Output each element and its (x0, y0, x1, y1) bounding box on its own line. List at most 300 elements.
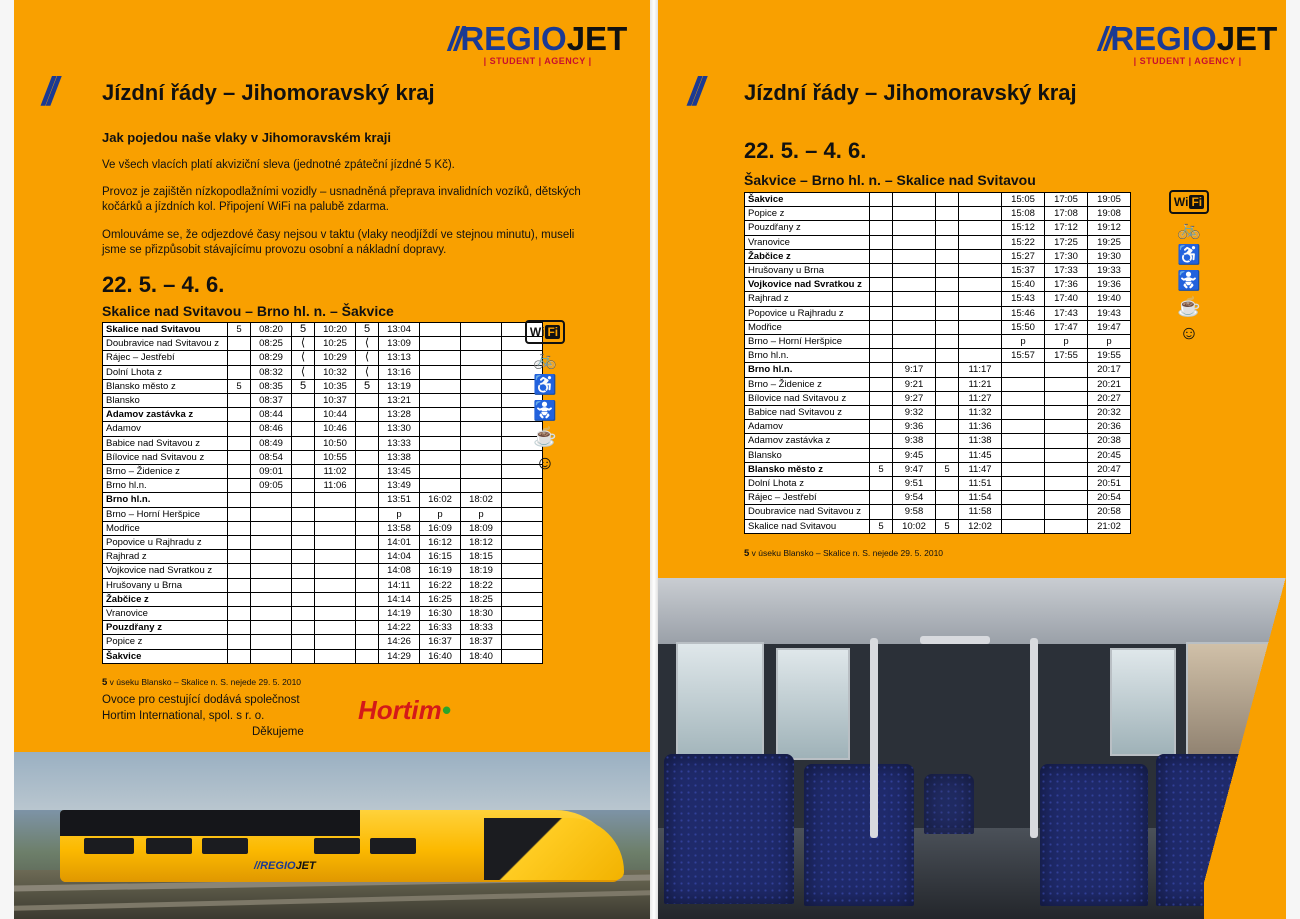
timetable-cell (461, 323, 502, 337)
timetable-cell: 08:37 (251, 394, 292, 408)
timetable-cell: 19:25 (1088, 235, 1131, 249)
table-row (745, 320, 1131, 334)
timetable-cell (893, 306, 936, 320)
table-row (745, 207, 1131, 221)
timetable-cell (959, 207, 1002, 221)
smiley-icon-right: ☺ (1179, 323, 1199, 344)
timetable-cell (936, 193, 959, 207)
timetable-cell: 16:30 (420, 607, 461, 621)
timetable-cell: 18:40 (461, 649, 502, 663)
timetable-cell (893, 320, 936, 334)
timetable-cell: 20:27 (1088, 391, 1131, 405)
timetable-cell (228, 578, 251, 592)
station-name: Brno hl.n. (103, 493, 228, 507)
timetable-cell: 18:19 (461, 564, 502, 578)
timetable-cell (420, 408, 461, 422)
timetable-cell (292, 436, 315, 450)
seat (664, 754, 794, 904)
timetable-cell (315, 521, 356, 535)
station-name: Babice nad Svitavou z (745, 406, 870, 420)
timetable-cell (228, 621, 251, 635)
timetable-cell (251, 592, 292, 606)
timetable-cell (251, 507, 292, 521)
table-row (745, 292, 1131, 306)
timetable-cell (893, 207, 936, 221)
timetable-cell: 9:58 (893, 505, 936, 519)
table-row (103, 507, 543, 521)
timetable-cell: 9:38 (893, 434, 936, 448)
timetable-cell: 13:13 (379, 351, 420, 365)
timetable-cell (870, 193, 893, 207)
stroller-icon-right: 🚼 (1177, 271, 1201, 292)
timetable-cell (292, 649, 315, 663)
timetable-cell (870, 221, 893, 235)
coffee-icon: ☕ (533, 427, 557, 448)
timetable-cell (292, 578, 315, 592)
station-name: Vojkovice nad Svratkou z (745, 278, 870, 292)
logo-regio-right: REGIO (1110, 20, 1217, 57)
timetable-cell: 9:54 (893, 491, 936, 505)
timetable-cell (936, 363, 959, 377)
timetable-cell: 18:12 (461, 536, 502, 550)
timetable-cell (228, 564, 251, 578)
grab-pole (1030, 638, 1038, 838)
timetable-cell: 19:30 (1088, 249, 1131, 263)
timetable-cell (251, 536, 292, 550)
timetable-cell (356, 465, 379, 479)
timetable-cell: 19:05 (1088, 193, 1131, 207)
timetable-cell (251, 493, 292, 507)
timetable-cell (228, 635, 251, 649)
timetable-cell (959, 306, 1002, 320)
timetable-cell: 11:02 (315, 465, 356, 479)
timetable-cell (461, 450, 502, 464)
timetable-cell: 20:17 (1088, 363, 1131, 377)
timetable-cell (228, 536, 251, 550)
timetable-cell (1002, 377, 1045, 391)
timetable-cell: 10:29 (315, 351, 356, 365)
timetable-cell (1002, 477, 1045, 491)
timetable-cell: 19:55 (1088, 349, 1131, 363)
timetable-cell (420, 422, 461, 436)
timetable-cell: 5 (228, 379, 251, 393)
timetable-cell: 20:36 (1088, 420, 1131, 434)
timetable-cell (936, 235, 959, 249)
timetable-cell (870, 249, 893, 263)
timetable-cell (356, 436, 379, 450)
timetable-cell (356, 649, 379, 663)
timetable-cell: 13:28 (379, 408, 420, 422)
timetable-cell: 13:21 (379, 394, 420, 408)
table-row (103, 408, 543, 422)
timetable-cell: 08:20 (251, 323, 292, 337)
timetable-cell: 13:51 (379, 493, 420, 507)
timetable-cell (228, 436, 251, 450)
timetable-cell (356, 422, 379, 436)
table-row (103, 351, 543, 365)
train-window (146, 838, 192, 854)
timetable-cell (502, 649, 543, 663)
timetable-cell: 15:27 (1002, 249, 1045, 263)
timetable-cell (461, 365, 502, 379)
station-name: Žabčice z (745, 249, 870, 263)
timetable-cell: 5 (936, 462, 959, 476)
timetable-cell: 9:36 (893, 420, 936, 434)
timetable-cell: ⟨ (292, 337, 315, 351)
timetable-cell: p (420, 507, 461, 521)
timetable-cell: 20:45 (1088, 448, 1131, 462)
timetable-cell (1002, 462, 1045, 476)
timetable-cell: 16:15 (420, 550, 461, 564)
hortim-text: Hortim (358, 695, 442, 725)
timetable-cell (1002, 491, 1045, 505)
timetable-cell: 14:04 (379, 550, 420, 564)
timetable-cell (502, 479, 543, 493)
timetable-cell: 19:12 (1088, 221, 1131, 235)
timetable-cell: 16:25 (420, 592, 461, 606)
timetable-cell: 20:38 (1088, 434, 1131, 448)
table-row (745, 363, 1131, 377)
timetable-cell (870, 278, 893, 292)
train-roof (60, 810, 360, 836)
table-row (103, 337, 543, 351)
timetable-cell (870, 434, 893, 448)
timetable-cell (502, 536, 543, 550)
station-name: Blansko (103, 394, 228, 408)
table-row (745, 193, 1131, 207)
station-name: Bílovice nad Svitavou z (103, 450, 228, 464)
timetable-cell (1045, 491, 1088, 505)
timetable-cell: 10:02 (893, 519, 936, 533)
timetable-cell (959, 221, 1002, 235)
station-name: Šakvice (103, 649, 228, 663)
left-paragraph-3: Omlouváme se, že odjezdové časy nejsou v taktu (vlaky neodjíždí ve stejnou minutu), museli jsme se přizpůsobit stávajícímu provozu osobní a nákladní dopravy. (102, 229, 575, 256)
station-name: Brno hl.n. (103, 479, 228, 493)
timetable-cell: 15:46 (1002, 306, 1045, 320)
timetable-cell (502, 521, 543, 535)
table-row (103, 493, 543, 507)
timetable-cell: 15:08 (1002, 207, 1045, 221)
timetable-cell: 10:44 (315, 408, 356, 422)
timetable-cell: 11:54 (959, 491, 1002, 505)
timetable-cell: 08:44 (251, 408, 292, 422)
timetable-cell (936, 320, 959, 334)
timetable-cell: 10:25 (315, 337, 356, 351)
timetable-cell (870, 292, 893, 306)
table-row (103, 649, 543, 663)
timetable-cell (870, 349, 893, 363)
table-row (103, 521, 543, 535)
timetable-cell: 20:21 (1088, 377, 1131, 391)
timetable-cell: 5 (936, 519, 959, 533)
logo-slashes: // (448, 20, 461, 57)
timetable-cell (292, 422, 315, 436)
amenity-icons-left (516, 320, 574, 480)
timetable-cell: 19:36 (1088, 278, 1131, 292)
timetable-cell (461, 337, 502, 351)
timetable-cell (420, 351, 461, 365)
timetable-cell: 10:46 (315, 422, 356, 436)
timetable-cell (420, 394, 461, 408)
timetable-cell (420, 479, 461, 493)
table-row (745, 306, 1131, 320)
timetable-cell: 08:54 (251, 450, 292, 464)
timetable-cell (461, 394, 502, 408)
timetable-cell (228, 521, 251, 535)
timetable-cell: 10:37 (315, 394, 356, 408)
timetable-cell (1045, 448, 1088, 462)
timetable-cell (1002, 420, 1045, 434)
timetable-cell: 14:11 (379, 578, 420, 592)
wheelchair-icon-right: ♿ (1177, 245, 1201, 266)
timetable-cell (356, 536, 379, 550)
timetable-cell (228, 592, 251, 606)
station-name: Popovice u Rajhradu z (745, 306, 870, 320)
station-name: Modřice (745, 320, 870, 334)
timetable-cell: 14:14 (379, 592, 420, 606)
timetable-cell: 08:25 (251, 337, 292, 351)
timetable-cell (502, 592, 543, 606)
station-name: Brno – Horní Heršpice (745, 335, 870, 349)
timetable-cell (1002, 391, 1045, 405)
timetable-cell (292, 635, 315, 649)
table-row (103, 607, 543, 621)
timetable-cell (315, 607, 356, 621)
overhead-rail (920, 636, 990, 644)
timetable-cell (936, 264, 959, 278)
timetable-cell (502, 507, 543, 521)
timetable-cell: 11:38 (959, 434, 1002, 448)
timetable-cell: 15:22 (1002, 235, 1045, 249)
timetable-cell (1045, 462, 1088, 476)
timetable-cell: 17:33 (1045, 264, 1088, 278)
station-name: Pouzdřany z (745, 221, 870, 235)
table-row (103, 394, 543, 408)
timetable-cell (502, 621, 543, 635)
station-name: Rajhrad z (103, 550, 228, 564)
timetable-cell (292, 493, 315, 507)
train-interior-photo (658, 578, 1286, 919)
station-name: Adamov (103, 422, 228, 436)
timetable-cell (1002, 406, 1045, 420)
timetable-cell: 13:30 (379, 422, 420, 436)
timetable-cell (893, 193, 936, 207)
timetable-cell (292, 564, 315, 578)
timetable-cell: 14:19 (379, 607, 420, 621)
timetable-cell (870, 406, 893, 420)
table-row (745, 462, 1131, 476)
page-fold (650, 0, 658, 919)
timetable-cell: p (1002, 335, 1045, 349)
timetable-cell (870, 306, 893, 320)
timetable-cell: 15:50 (1002, 320, 1045, 334)
smiley-icon: ☺ (535, 453, 555, 474)
timetable-cell: 5 (292, 379, 315, 393)
timetable-cell (893, 249, 936, 263)
bicycle-icon-right: 🚲 (1177, 219, 1201, 240)
timetable-cell: 13:19 (379, 379, 420, 393)
timetable-cell: 11:21 (959, 377, 1002, 391)
timetable-cell: 09:01 (251, 465, 292, 479)
timetable-cell (936, 377, 959, 391)
timetable-cell: 5 (870, 519, 893, 533)
timetable-cell (502, 564, 543, 578)
station-name: Vojkovice nad Svratkou z (103, 564, 228, 578)
credit-line-3: Děkujeme (252, 726, 304, 738)
station-name: Rájec – Jestřebí (745, 491, 870, 505)
station-name: Rajhrad z (745, 292, 870, 306)
timetable-cell: 15:40 (1002, 278, 1045, 292)
timetable-cell: 11:36 (959, 420, 1002, 434)
timetable-cell (251, 564, 292, 578)
timetable-cell (870, 420, 893, 434)
station-name: Doubravice nad Svitavou z (103, 337, 228, 351)
timetable-cell: 18:33 (461, 621, 502, 635)
timetable-cell (315, 564, 356, 578)
left-route-title: Skalice nad Svitavou – Brno hl. n. – Šakvice (102, 303, 394, 319)
timetable-cell: ⟨ (292, 351, 315, 365)
left-subhead: Jak pojedou naše vlaky v Jihomoravském kraji (102, 130, 392, 145)
station-name: Adamov zastávka z (103, 408, 228, 422)
logo-right (1098, 22, 1277, 66)
timetable-cell (315, 578, 356, 592)
station-name: Hrušovany u Brna (103, 578, 228, 592)
logo-jet: JET (566, 20, 628, 57)
timetable-cell: 17:05 (1045, 193, 1088, 207)
timetable-cell: 5 (292, 323, 315, 337)
timetable-cell (251, 607, 292, 621)
timetable-cell (461, 379, 502, 393)
station-name: Brno hl.n. (745, 349, 870, 363)
timetable-cell: 5 (356, 323, 379, 337)
timetable-cell (292, 507, 315, 521)
timetable-cell (893, 264, 936, 278)
logo-slashes-right: // (1098, 20, 1111, 57)
table-row (745, 406, 1131, 420)
timetable-cell (870, 377, 893, 391)
timetable-cell (228, 422, 251, 436)
timetable-cell: 13:33 (379, 436, 420, 450)
timetable-cell: 17:43 (1045, 306, 1088, 320)
timetable-cell: 19:40 (1088, 292, 1131, 306)
timetable-cell (251, 621, 292, 635)
timetable-cell (870, 505, 893, 519)
timetable-cell: 08:35 (251, 379, 292, 393)
station-name: Pouzdřany z (103, 621, 228, 635)
table-row (745, 377, 1131, 391)
timetable-cell (893, 335, 936, 349)
table-row (745, 519, 1131, 533)
timetable-cell: 19:08 (1088, 207, 1131, 221)
timetable-cell (1045, 434, 1088, 448)
table-row (745, 391, 1131, 405)
timetable-cell (936, 448, 959, 462)
station-name: Skalice nad Svitavou (745, 519, 870, 533)
timetable-cell: 5 (870, 462, 893, 476)
timetable-cell (936, 306, 959, 320)
timetable-cell: 10:50 (315, 436, 356, 450)
station-name: Popice z (103, 635, 228, 649)
table-row (745, 335, 1131, 349)
timetable-cell (292, 550, 315, 564)
amenity-icons-right (1160, 190, 1218, 350)
timetable-cell (356, 493, 379, 507)
timetable-cell: 9:47 (893, 462, 936, 476)
right-note-text: v úseku Blansko – Skalice n. S. nejede 29. 5. 2010 (749, 548, 944, 558)
timetable-cell: 17:36 (1045, 278, 1088, 292)
timetable-cell: 18:25 (461, 592, 502, 606)
timetable-cell (870, 391, 893, 405)
station-name: Brno – Židenice z (103, 465, 228, 479)
wheelchair-icon: ♿ (533, 375, 557, 396)
station-name: Doubravice nad Svitavou z (745, 505, 870, 519)
timetable-cell (936, 391, 959, 405)
timetable-cell (420, 379, 461, 393)
interior-window (1110, 648, 1176, 756)
wifi-icon-right: Wi Fi (1169, 190, 1209, 214)
table-row (745, 278, 1131, 292)
station-name: Vranovice (103, 607, 228, 621)
timetable-cell: 16:02 (420, 493, 461, 507)
timetable-cell (1002, 519, 1045, 533)
table-row (103, 465, 543, 479)
timetable-cell: 17:55 (1045, 349, 1088, 363)
timetable-cell (936, 434, 959, 448)
table-row (103, 379, 543, 393)
right-date-range: 22. 5. – 4. 6. (744, 138, 867, 163)
timetable-cell: 14:29 (379, 649, 420, 663)
table-row (745, 264, 1131, 278)
timetable-cell: 19:33 (1088, 264, 1131, 278)
photo-sky (14, 752, 650, 810)
timetable-cell (893, 235, 936, 249)
timetable-cell: 13:58 (379, 521, 420, 535)
timetable-cell (420, 450, 461, 464)
timetable-cell: 08:32 (251, 365, 292, 379)
timetable-cell: p (379, 507, 420, 521)
station-name: Bílovice nad Svitavou z (745, 391, 870, 405)
station-name: Žabčice z (103, 592, 228, 606)
timetable-cell (936, 420, 959, 434)
timetable-cell (936, 207, 959, 221)
seat (804, 764, 914, 906)
timetable-cell (936, 349, 959, 363)
timetable-cell: 14:22 (379, 621, 420, 635)
table-row (103, 323, 543, 337)
timetable-cell: 12:02 (959, 519, 1002, 533)
train-window (202, 838, 248, 854)
timetable-cell (870, 207, 893, 221)
timetable-cell (315, 536, 356, 550)
timetable-cell (315, 635, 356, 649)
timetable-cell (292, 465, 315, 479)
left-credit (102, 692, 304, 740)
timetable-cell (315, 592, 356, 606)
timetable-cell (461, 436, 502, 450)
timetable-cell (228, 507, 251, 521)
timetable-cell (228, 365, 251, 379)
timetable-cell: 18:30 (461, 607, 502, 621)
timetable-cell (936, 278, 959, 292)
timetable-cell (1045, 391, 1088, 405)
train-window (314, 838, 360, 854)
grab-pole (870, 638, 878, 838)
timetable-cell (1045, 477, 1088, 491)
timetable-cell (356, 564, 379, 578)
timetable-cell (228, 394, 251, 408)
timetable-cell: 18:09 (461, 521, 502, 535)
timetable-cell (870, 477, 893, 491)
